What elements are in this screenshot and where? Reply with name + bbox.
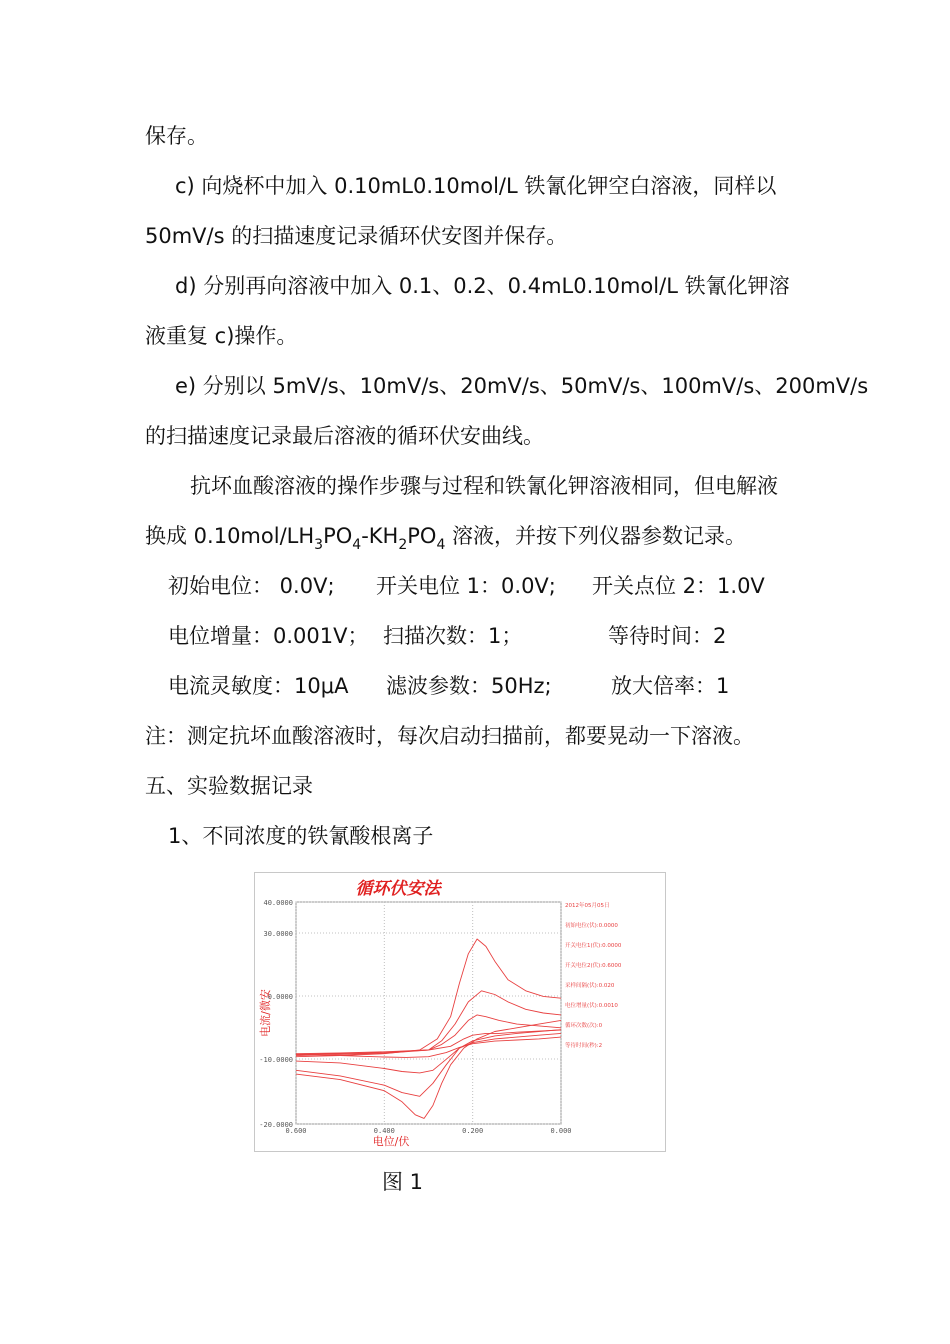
note-line: 注：测定抗坏血酸溶液时，每次启动扫描前，都要晃动一下溶液。	[145, 724, 754, 748]
paragraph-line: 液重复 c)操作。	[145, 324, 298, 348]
param-initial-potential: 初始电位： 0.0V;	[168, 574, 335, 598]
y-axis-label: 电流/微安	[259, 989, 272, 1037]
electrolyte-line: 换成 $0.10mol/LH_3PO_4-KH_2PO_4$ 溶液，并按下列仪器参数记录。	[145, 524, 747, 553]
step-c-line: c) 向烧杯中加入 0.10mL0.10mol/L 铁氰化钾空白溶液，同样以	[175, 174, 777, 198]
section-heading: 五、实验数据记录	[145, 774, 313, 798]
param-switch-potential-1: 开关电位 1：0.0V;	[376, 574, 556, 598]
cv-chart	[255, 873, 665, 1151]
param-amplification: 放大倍率：1	[611, 674, 730, 698]
paragraph-line: 保存。	[145, 124, 208, 148]
param-filter: 滤波参数：50Hz;	[386, 674, 552, 698]
step-e-line: e) 分别以 5mV/s、10mV/s、20mV/s、50mV/s、100mV/s、200mV/s	[175, 374, 869, 398]
param-potential-increment: 电位增量：0.001V；	[168, 624, 369, 648]
cyclic-voltammogram-figure	[254, 872, 666, 1152]
info-panel-entry: 等待时间(秒):2	[565, 1043, 603, 1049]
info-panel-entry: 开关电位2(伏):0.6000	[565, 963, 622, 969]
y-tick-label: -10.0000	[259, 1056, 293, 1064]
y-tick-label: 40.0000	[263, 899, 293, 907]
info-panel-entry: 开关电位1(伏):0.0000	[565, 943, 622, 949]
info-panel-entry: 2012年05月05日	[565, 903, 610, 909]
chart-title: 循环伏安法	[355, 879, 441, 899]
x-tick-label: 0.400	[373, 1127, 395, 1135]
y-tick-label: 0.0000	[267, 993, 293, 1001]
param-scan-count: 扫描次数：1；	[383, 624, 523, 648]
step-d-line: d) 分别再向溶液中加入 0.1、0.2、0.4mL0.10mol/L 铁氰化钾溶	[175, 274, 790, 298]
param-wait-time: 等待时间：2	[608, 624, 727, 648]
param-current-sensitivity: 电流灵敏度：10μA	[168, 674, 349, 698]
info-panel-entry: 电位增量(伏):0.0010	[565, 1003, 618, 1009]
info-panel-entry: 初始电位(伏):0.0000	[565, 923, 618, 929]
x-tick-label: 0.200	[462, 1127, 484, 1135]
y-tick-label: 30.0000	[263, 930, 293, 938]
info-panel-entry: 循环次数(次):0	[565, 1023, 603, 1029]
subsection-heading: 1、不同浓度的铁氰酸根离子	[168, 824, 434, 848]
param-switch-potential-2: 开关点位 2：1.0V	[592, 574, 765, 598]
x-tick-label: 0.600	[285, 1127, 307, 1135]
info-panel-entry: 采样间隔(伏):0.020	[565, 983, 615, 989]
x-axis-label: 电位/伏	[372, 1135, 410, 1148]
x-tick-label: 0.000	[550, 1127, 572, 1135]
figure-caption: 图 1	[382, 1170, 424, 1194]
paragraph-line: 的扫描速度记录最后溶液的循环伏安曲线。	[145, 424, 544, 448]
paragraph-line: 50mV/s 的扫描速度记录循环伏安图并保存。	[145, 224, 568, 248]
plot-area	[296, 902, 561, 1124]
y-tick-label: -20.0000	[259, 1121, 293, 1129]
ascorbic-acid-paragraph: 抗坏血酸溶液的操作步骤与过程和铁氰化钾溶液相同，但电解液	[190, 474, 778, 498]
